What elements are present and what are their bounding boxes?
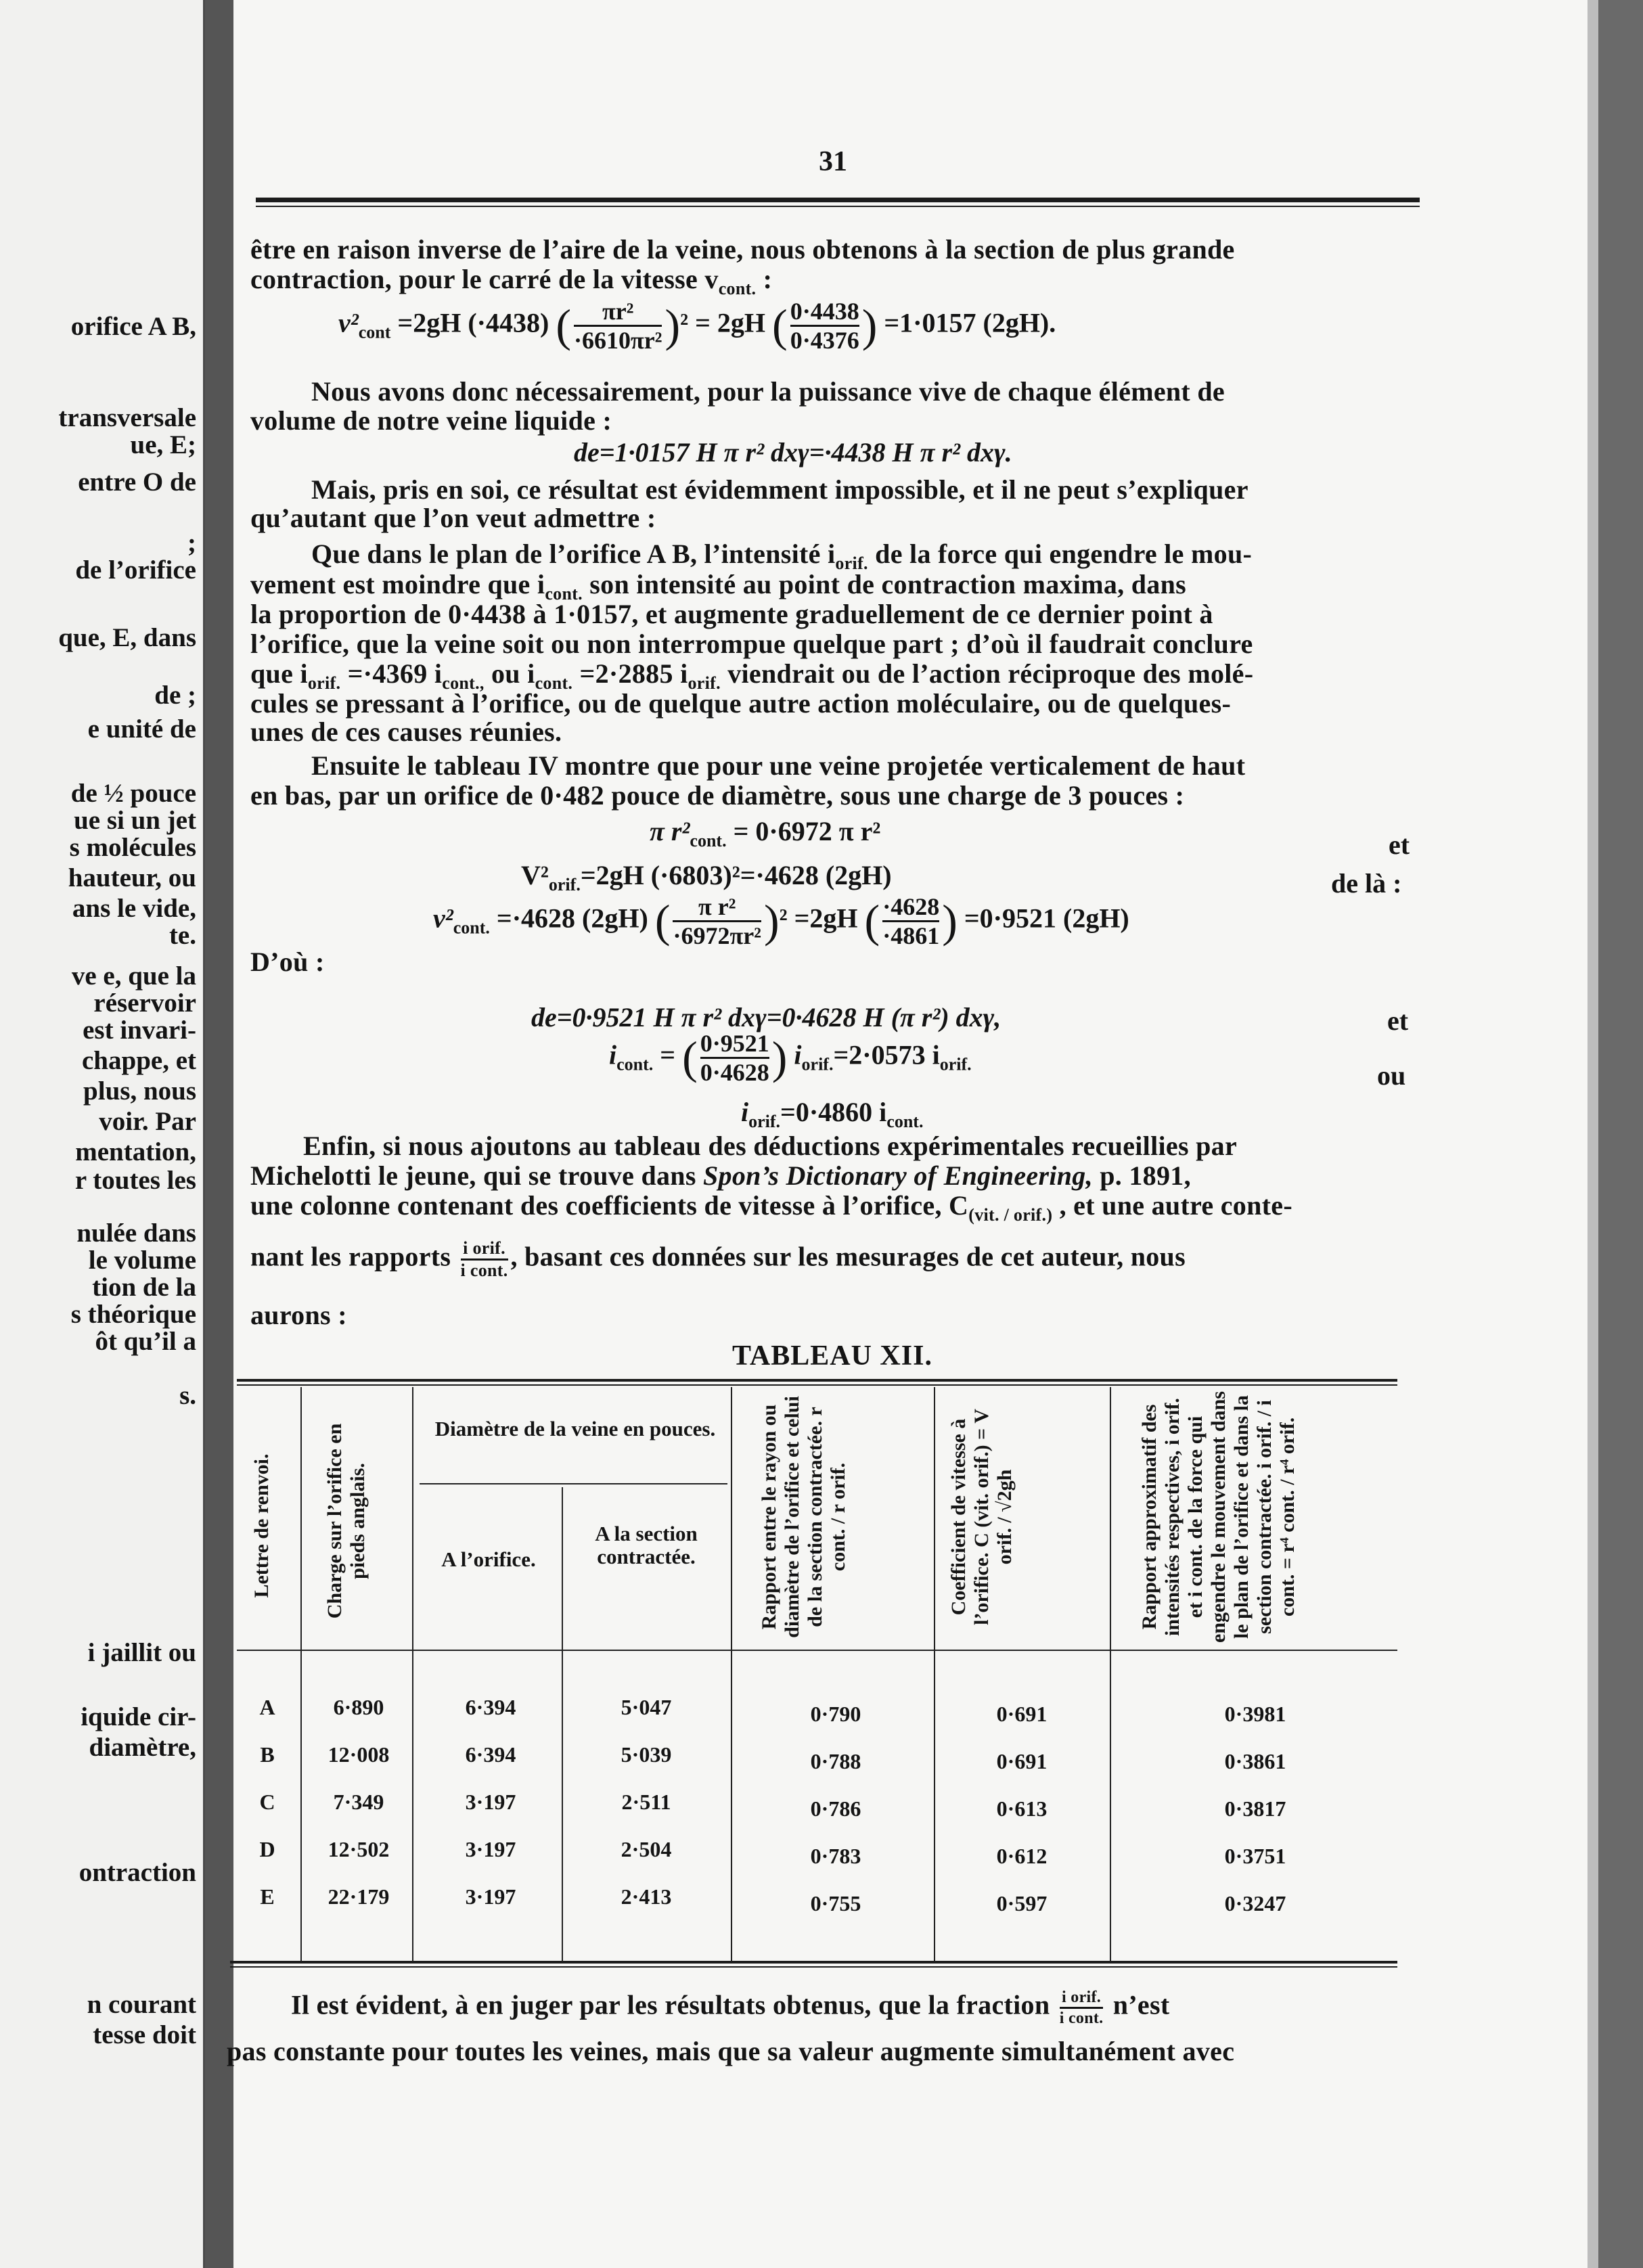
text-line: Michelotti le jeune, qui se trouve dans Spon’s Dictionary of Engineering, p. 1891,	[250, 1160, 1191, 1191]
header-letter: Lettre de renvoi.	[250, 1453, 273, 1598]
table-cell-contracted: 2·511	[621, 1790, 671, 1814]
left-page-line: i jaillit ou	[87, 1638, 196, 1667]
left-page-line: ôt qu’il a	[95, 1327, 196, 1356]
left-page-line: orifice A B,	[70, 312, 196, 341]
table-bottom-rule	[230, 1961, 1397, 1964]
left-page-line: ;	[187, 528, 196, 558]
page-edge	[1588, 0, 1598, 2268]
left-page-line: ue si un jet	[74, 806, 196, 835]
table-cell-coef: 0·691	[996, 1702, 1048, 1726]
table-cell-orifice: 6·394	[465, 1695, 516, 1719]
table-title: TABLEAU XII.	[732, 1340, 932, 1371]
left-page-line: te.	[168, 921, 196, 950]
table-cell-intensity: 0·3247	[1224, 1891, 1286, 1915]
table-column-divider	[412, 1387, 413, 1961]
equation-2: de=1·0157 H π r² dxγ=·4438 H π r² dxγ.	[574, 437, 1012, 468]
left-page-line: s théorique	[70, 1300, 196, 1329]
table-cell-ratio: 0·783	[810, 1844, 861, 1868]
left-page-line: réservoir	[93, 989, 196, 1018]
left-page-line: plus, nous	[83, 1076, 196, 1106]
left-page-line: de ½ pouce	[70, 779, 196, 808]
table-cell-intensity: 0·3751	[1224, 1844, 1286, 1868]
text-line: cules se pressant à l’orifice, ou de quelque autre action moléculaire, ou de quelques-	[250, 688, 1232, 719]
text-line: que $i_{orif.} =\cdot 4369$ $i_{cont.,}$ ou $i_{cont.} =2\cdot 2885$ $i_{orif.}$ viendrait ou de l’action réciproque des molé-	[250, 658, 1254, 693]
left-page-fragment	[0, 0, 205, 2268]
header-orifice: A l’orifice.	[441, 1547, 536, 1571]
left-page-line: ue, E;	[130, 430, 196, 459]
text-line: la proportion de 0·4438 à 1·0157, et augmente graduellement de ce dernier point à	[250, 599, 1213, 629]
left-page-line: mentation,	[75, 1137, 196, 1166]
table-cell-intensity: 0·3861	[1224, 1749, 1286, 1773]
text-line: Que dans le plan de l’orifice A B, l’intensité $i_{orif.}$ de la force qui engendre le mou-	[311, 539, 1253, 573]
header-intensity: Rapport approximatif des intensités respectives, i orif. et i cont. de la force qui engendre le mouvement dans le plan de l’orifice et dans la section contractée. i orif. / i cont. = r⁴ cont. / r⁴ orif.	[1138, 1391, 1299, 1643]
table-cell-intensity: 0·3817	[1224, 1796, 1286, 1821]
left-page-line: transversale	[58, 403, 196, 432]
left-page-line: que, E, dans	[58, 623, 196, 652]
equation-8: $i_{orif.}=0\cdot 4860$ $i_{cont.}$	[741, 1097, 924, 1131]
header-coefficient: Coefficient de vitesse à l’orifice. C (vit. orif.) = V orif. / √2gh	[947, 1409, 1016, 1625]
table-cell-contracted: 2·413	[621, 1884, 672, 1909]
table-cell-charge: 12·008	[328, 1742, 390, 1767]
table-cell-letter: C	[259, 1790, 275, 1814]
text-line: l’orifice, que la veine soit ou non interrompue quelque part ; d’où il faudrait conclure	[250, 629, 1253, 659]
equation-4: $V^2_{orif.}=2gH$ (·6803)²=·4628 (2gH)	[521, 860, 892, 894]
header-contracted: A la section contractée.	[595, 1522, 698, 1568]
table-cell-intensity: 0·3981	[1224, 1702, 1286, 1726]
left-page-line: tion de la	[92, 1273, 196, 1302]
table-cell-letter: A	[259, 1695, 275, 1719]
left-page-line: est invari-	[83, 1016, 196, 1045]
left-page-line: nulée dans	[76, 1219, 196, 1248]
left-page-line: chappe, et	[82, 1046, 196, 1075]
text-line: contraction, pour le carré de la vitesse $v_{cont.}$ :	[250, 264, 773, 298]
text-line: une colonne contenant des coefficients de vitesse à l’orifice, $C_{(vit. / orif.)}$ , et une autre conte-	[250, 1190, 1292, 1225]
table-cell-orifice: 3·197	[465, 1884, 516, 1909]
left-page-line: r toutes les	[74, 1166, 196, 1195]
table-header-rule	[237, 1650, 1397, 1651]
page-number: 31	[819, 146, 847, 177]
text-line: vement est moindre que $i_{cont.}$ son intensité au point de contraction maxima, dans	[250, 569, 1187, 604]
left-page-line: hauteur, ou	[68, 863, 196, 892]
header-ratio: Rapport entre le rayon ou diamètre de l’orifice et celui de la section contractée. r cont. / r orif.	[758, 1396, 849, 1638]
left-page-line: ontraction	[78, 1858, 196, 1887]
equation-3: π $r^2_{cont.} = 0\cdot 6972$ π r²	[650, 816, 881, 850]
table-cell-ratio: 0·786	[810, 1796, 861, 1821]
table-cell-charge: 7·349	[333, 1790, 384, 1814]
table-column-divider	[934, 1387, 935, 1961]
left-page-line: de ;	[154, 681, 196, 710]
table-top-rule-thin	[237, 1384, 1397, 1386]
text-line: Nous avons donc nécessairement, pour la puissance vive de chaque élément de	[311, 376, 1225, 407]
left-page-line: tesse doit	[93, 2020, 196, 2049]
table-cell-letter: B	[260, 1742, 275, 1767]
table-cell-contracted: 2·504	[621, 1837, 672, 1861]
left-page-line: de l’orifice	[75, 555, 196, 585]
header-rule-thin	[256, 206, 1420, 207]
table-cell-charge: 6·890	[333, 1695, 384, 1719]
left-page-line: ans le vide,	[72, 894, 196, 923]
table-cell-ratio: 0·755	[810, 1891, 861, 1915]
equation-5: $v^2_{cont.} =\cdot 4628$ (2gH) ( $\frac{\text{π r²}}{\text{·6972πr²}}$ )² =2gH ( $\frac{\cdot 4628}{\cdot 4861}$ ) =0·9521 (2gH)	[433, 893, 1129, 949]
table-cell-letter: D	[259, 1837, 275, 1861]
text-line: être en raison inverse de l’aire de la veine, nous obtenons à la section de plus grande	[250, 234, 1235, 265]
text-line: Enfin, si nous ajoutons au tableau des déductions expérimentales recueillies par	[303, 1131, 1238, 1161]
table-column-divider	[300, 1387, 302, 1961]
equation-7: $i_{cont.}$ = ( $\frac{0\cdot 9521}{0\cdot 4628}$ ) $i_{orif.}=2\cdot 0573$ $i_{orif.}$	[609, 1030, 972, 1086]
table-cell-coef: 0·612	[996, 1844, 1048, 1868]
table-cell-ratio: 0·788	[810, 1749, 861, 1773]
table-cell-coef: 0·597	[996, 1891, 1048, 1915]
text-line: unes de ces causes réunies.	[250, 717, 562, 747]
text-line: nant les rapports $\frac{\text{i orif.}}{\text{i cont.}}$ , basant ces données sur les mesurages de cet auteur, nous	[250, 1238, 1186, 1280]
table-bottom-rule-thin	[230, 1966, 1397, 1968]
equation-6: de=0·9521 H π r² dxγ=0·4628 H (π r²) dxγ,	[531, 1002, 1001, 1033]
text-et: et	[1387, 1005, 1409, 1036]
table-cell-coef: 0·613	[996, 1796, 1048, 1821]
text-line: Il est évident, à en juger par les résultats obtenus, que la fraction $\frac{\text{i orif.}}{\text{i cont.}}$ n’est	[291, 1989, 1170, 2027]
text-line: Mais, pris en soi, ce résultat est évidemment impossible, et il ne peut s’expliquer	[311, 474, 1248, 505]
table-cell-coef: 0·691	[996, 1749, 1048, 1773]
text-ou: ou	[1377, 1060, 1406, 1091]
text-de-la: de là :	[1331, 868, 1402, 899]
text-line: aurons :	[250, 1300, 347, 1330]
left-page-line: s molécules	[69, 833, 196, 862]
table-column-divider	[1110, 1387, 1111, 1961]
table-cell-orifice: 3·197	[465, 1790, 516, 1814]
text-line: Ensuite le tableau IV montre que pour une veine projetée verticalement de haut	[311, 750, 1246, 781]
left-page-line: s.	[179, 1381, 196, 1410]
left-page-line: e unité de	[87, 715, 196, 744]
header-rule	[256, 198, 1420, 202]
table-cell-ratio: 0·790	[810, 1702, 861, 1726]
header-diameter-group: Diamètre de la veine en pouces.	[434, 1417, 716, 1441]
left-page-line: ve e, que la	[71, 961, 196, 991]
table-cell-contracted: 5·047	[621, 1695, 672, 1719]
table-cell-letter: E	[260, 1884, 275, 1909]
left-page-line: entre O de	[78, 468, 196, 497]
text-dou: D’où :	[250, 947, 325, 977]
text-line: en bas, par un orifice de 0·482 pouce de diamètre, sous une charge de 3 pouces :	[250, 780, 1185, 811]
table-group-rule	[420, 1483, 727, 1484]
table-cell-orifice: 3·197	[465, 1837, 516, 1861]
equation-1: $v^2_{cont} =2gH$ (·4438) ( $\frac{\text{πr²}}{\text{·6610πr²}}$ )² = 2gH ( $\frac{0\cdot 4438}{0\cdot 4376}$ ) =1·0157 (2gH).	[338, 298, 1056, 354]
table-column-divider	[562, 1487, 563, 1961]
page-edge-shadow	[1598, 0, 1643, 2268]
left-page-line: diamètre,	[89, 1733, 196, 1762]
text-et: et	[1389, 830, 1410, 860]
table-cell-charge: 12·502	[328, 1837, 390, 1861]
table-cell-orifice: 6·394	[465, 1742, 516, 1767]
table-column-divider	[731, 1387, 732, 1961]
text-line: pas constante pour toutes les veines, mais que sa valeur augmente simultanément avec	[227, 2036, 1235, 2066]
left-page-line: iquide cir-	[81, 1702, 196, 1731]
table-cell-charge: 22·179	[328, 1884, 390, 1909]
left-page-line: n courant	[87, 1990, 196, 2019]
text-line: qu’autant que l’on veut admettre :	[250, 503, 656, 533]
left-page-line: voir. Par	[99, 1107, 196, 1136]
text-line: volume de notre veine liquide :	[250, 405, 612, 436]
book-gutter	[205, 0, 233, 2268]
left-page-line: le volume	[88, 1246, 196, 1275]
table-top-rule	[237, 1379, 1397, 1382]
table-cell-contracted: 5·039	[621, 1742, 672, 1767]
header-charge: Charge sur l’orifice en pieds anglais.	[323, 1423, 369, 1619]
